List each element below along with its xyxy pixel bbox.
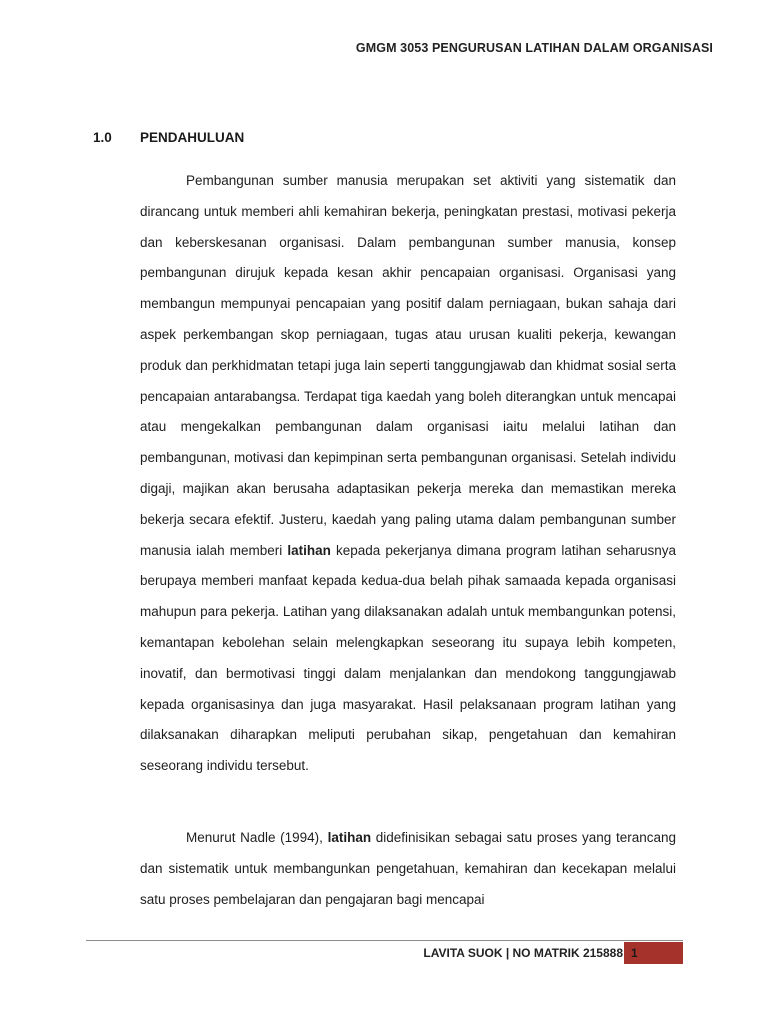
- paragraph-text: Pembangunan sumber manusia merupakan set aktiviti yang sistematik dan dirancang untuk memberi ahli kemahiran bekerja, peningkatan prestasi, motivasi pekerja dan keberskesanan organisasi. Dalam pembangunan sumber manusia, konsep pembangunan dirujuk kepada kesan akhir pencapaian organisasi. Organisasi yang membangun mempunyai pencapaian yang positif dalam perniagaan, bukan sahaja dari aspek perkembangan skop perniagaan, tugas atau urusan kualiti pekerja, kewangan produk dan perkhidmatan tetapi juga lain seperti tanggungjawab dan khidmat sosial serta pencapaian antarabangsa. Terdapat tiga kaedah yang boleh diterangkan untuk mencapai atau mengekalkan pembangunan dalam organisasi iaitu melalui latihan dan pembangunan, motivasi dan kepimpinan serta pembangunan organisasi. Setelah individu digaji, majikan akan berusaha adaptasikan pekerja mereka dan memastikan mereka bekerja secara efektif. Justeru, kaedah yang paling utama dalam pembangunan sumber manusia ialah memberi: [140, 173, 676, 558]
- section-title: PENDAHULUAN: [140, 130, 245, 145]
- page-number-box: [624, 942, 683, 964]
- paragraph-introduction: [140, 166, 676, 782]
- paragraph-text: Menurut Nadle (1994),: [186, 830, 328, 845]
- page-number: 1: [631, 946, 638, 960]
- bold-term-latihan: latihan: [327, 830, 372, 845]
- paragraph-text: kepada pekerjanya dimana program latihan seharusnya berupaya memberi manfaat kepada kedua-dua belah pihak samaada kepada organisasi mahupun para pekerja. Latihan yang dilaksanakan adalah untuk membangunkan potensi, kemantapan kebolehan selain melengkapkan seseorang itu supaya lebih kompeten, inovatif, dan bermotivasi tinggi dalam menjalankan dan mendokong tanggungjawab kepada organisasinya dan juga masyarakat. Hasil pelaksanaan program latihan yang dilaksanakan diharapkan meliputi perubahan sikap, pengetahuan dan kemahiran seseorang individu tersebut.: [140, 542, 677, 774]
- running-header-course-title: GMGM 3053 PENGURUSAN LATIHAN DALAM ORGANISASI: [355, 41, 713, 55]
- document-body: [140, 166, 676, 782]
- document-body-continued: [140, 823, 676, 915]
- bold-term-latihan: latihan: [287, 542, 331, 558]
- paragraph-definition: [140, 823, 676, 915]
- section-number: 1.0: [93, 130, 112, 145]
- footer-author-matric: LAVITA SUOK | NO MATRIK 215888: [423, 946, 623, 960]
- section-heading: [93, 130, 244, 145]
- footer-divider: [86, 940, 683, 941]
- paragraph-text: didefinisikan sebagai satu proses yang terancang dan sistematik untuk membangunkan pengetahuan, kemahiran dan kecekapan melalui satu proses pembelajaran dan pengajaran bagi mencapai: [140, 830, 676, 907]
